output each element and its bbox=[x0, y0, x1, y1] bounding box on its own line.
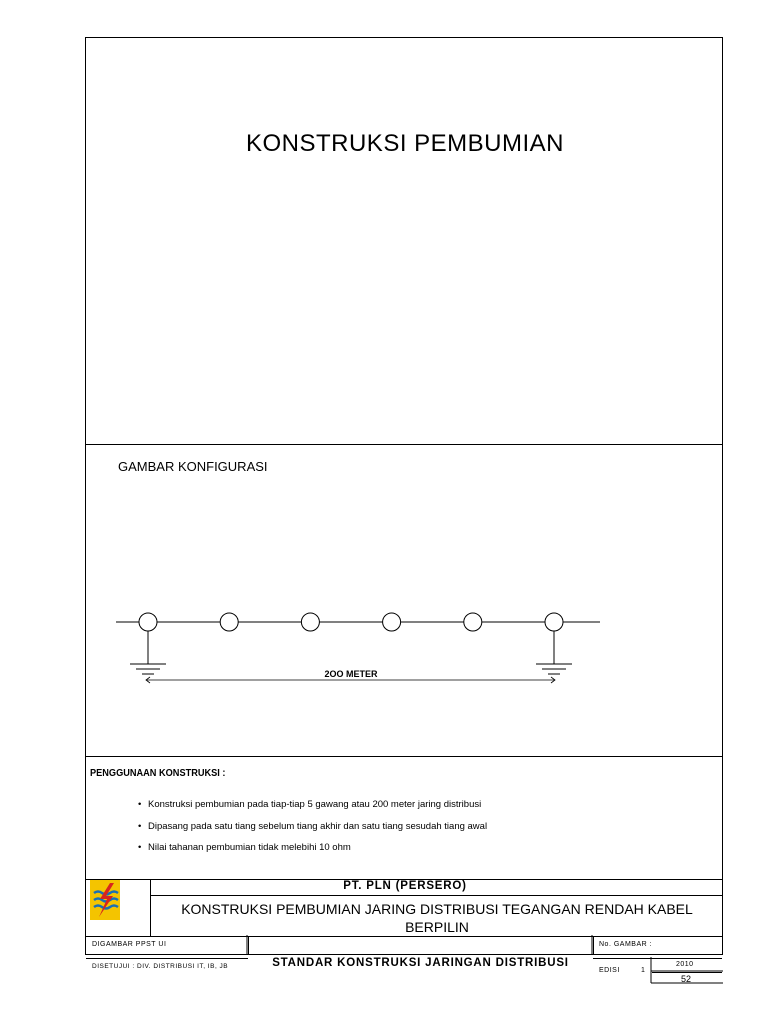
section-label: GAMBAR KONFIGURASI bbox=[118, 459, 268, 474]
drawing-number: 52 bbox=[681, 974, 692, 984]
distance-label: 2OO METER bbox=[324, 669, 378, 679]
pole-circle bbox=[545, 613, 563, 631]
ground-symbol-icon bbox=[130, 631, 166, 674]
usage-item: • Nilai tahanan pembumian tidak melebihi 10 ohm bbox=[148, 842, 487, 864]
pln-logo-icon bbox=[90, 880, 120, 920]
ground-symbol-icon bbox=[536, 631, 572, 674]
drawing-title: KONSTRUKSI PEMBUMIAN JARING DISTRIBUSI TEGANGAN RENDAH KABEL BERPILIN bbox=[181, 901, 693, 935]
usage-item: • Konstruksi pembumian pada tiap-tiap 5 gawang atau 200 meter jaring distribusi bbox=[148, 799, 487, 821]
pole-circle bbox=[464, 613, 482, 631]
usage-heading: PENGGUNAAN KONSTRUKSI : bbox=[90, 768, 226, 779]
edition-value: 1 bbox=[641, 967, 646, 974]
page-title: KONSTRUKSI PEMBUMIAN bbox=[245, 130, 565, 157]
usage-item: • Dipasang pada satu tiang sebelum tiang akhir dan satu tiang sesudah tiang awal bbox=[148, 821, 487, 843]
pole-circle bbox=[301, 613, 319, 631]
edition-label: EDISI bbox=[599, 967, 620, 974]
drawn-by: DIGAMBAR PPST UI bbox=[92, 941, 167, 948]
drawing-number-label: No. GAMBAR : bbox=[599, 941, 653, 948]
approved-by: DISETUJUI : DIV. DISTRIBUSI IT, IB, JB bbox=[92, 963, 229, 970]
pole-circle bbox=[220, 613, 238, 631]
pole-circle bbox=[139, 613, 157, 631]
company-name: PT. PLN (PERSERO) bbox=[343, 880, 467, 892]
year: 2010 bbox=[676, 961, 694, 968]
pole-circle bbox=[383, 613, 401, 631]
standard-title: STANDAR KONSTRUKSI JARINGAN DISTRIBUSI bbox=[272, 957, 569, 969]
